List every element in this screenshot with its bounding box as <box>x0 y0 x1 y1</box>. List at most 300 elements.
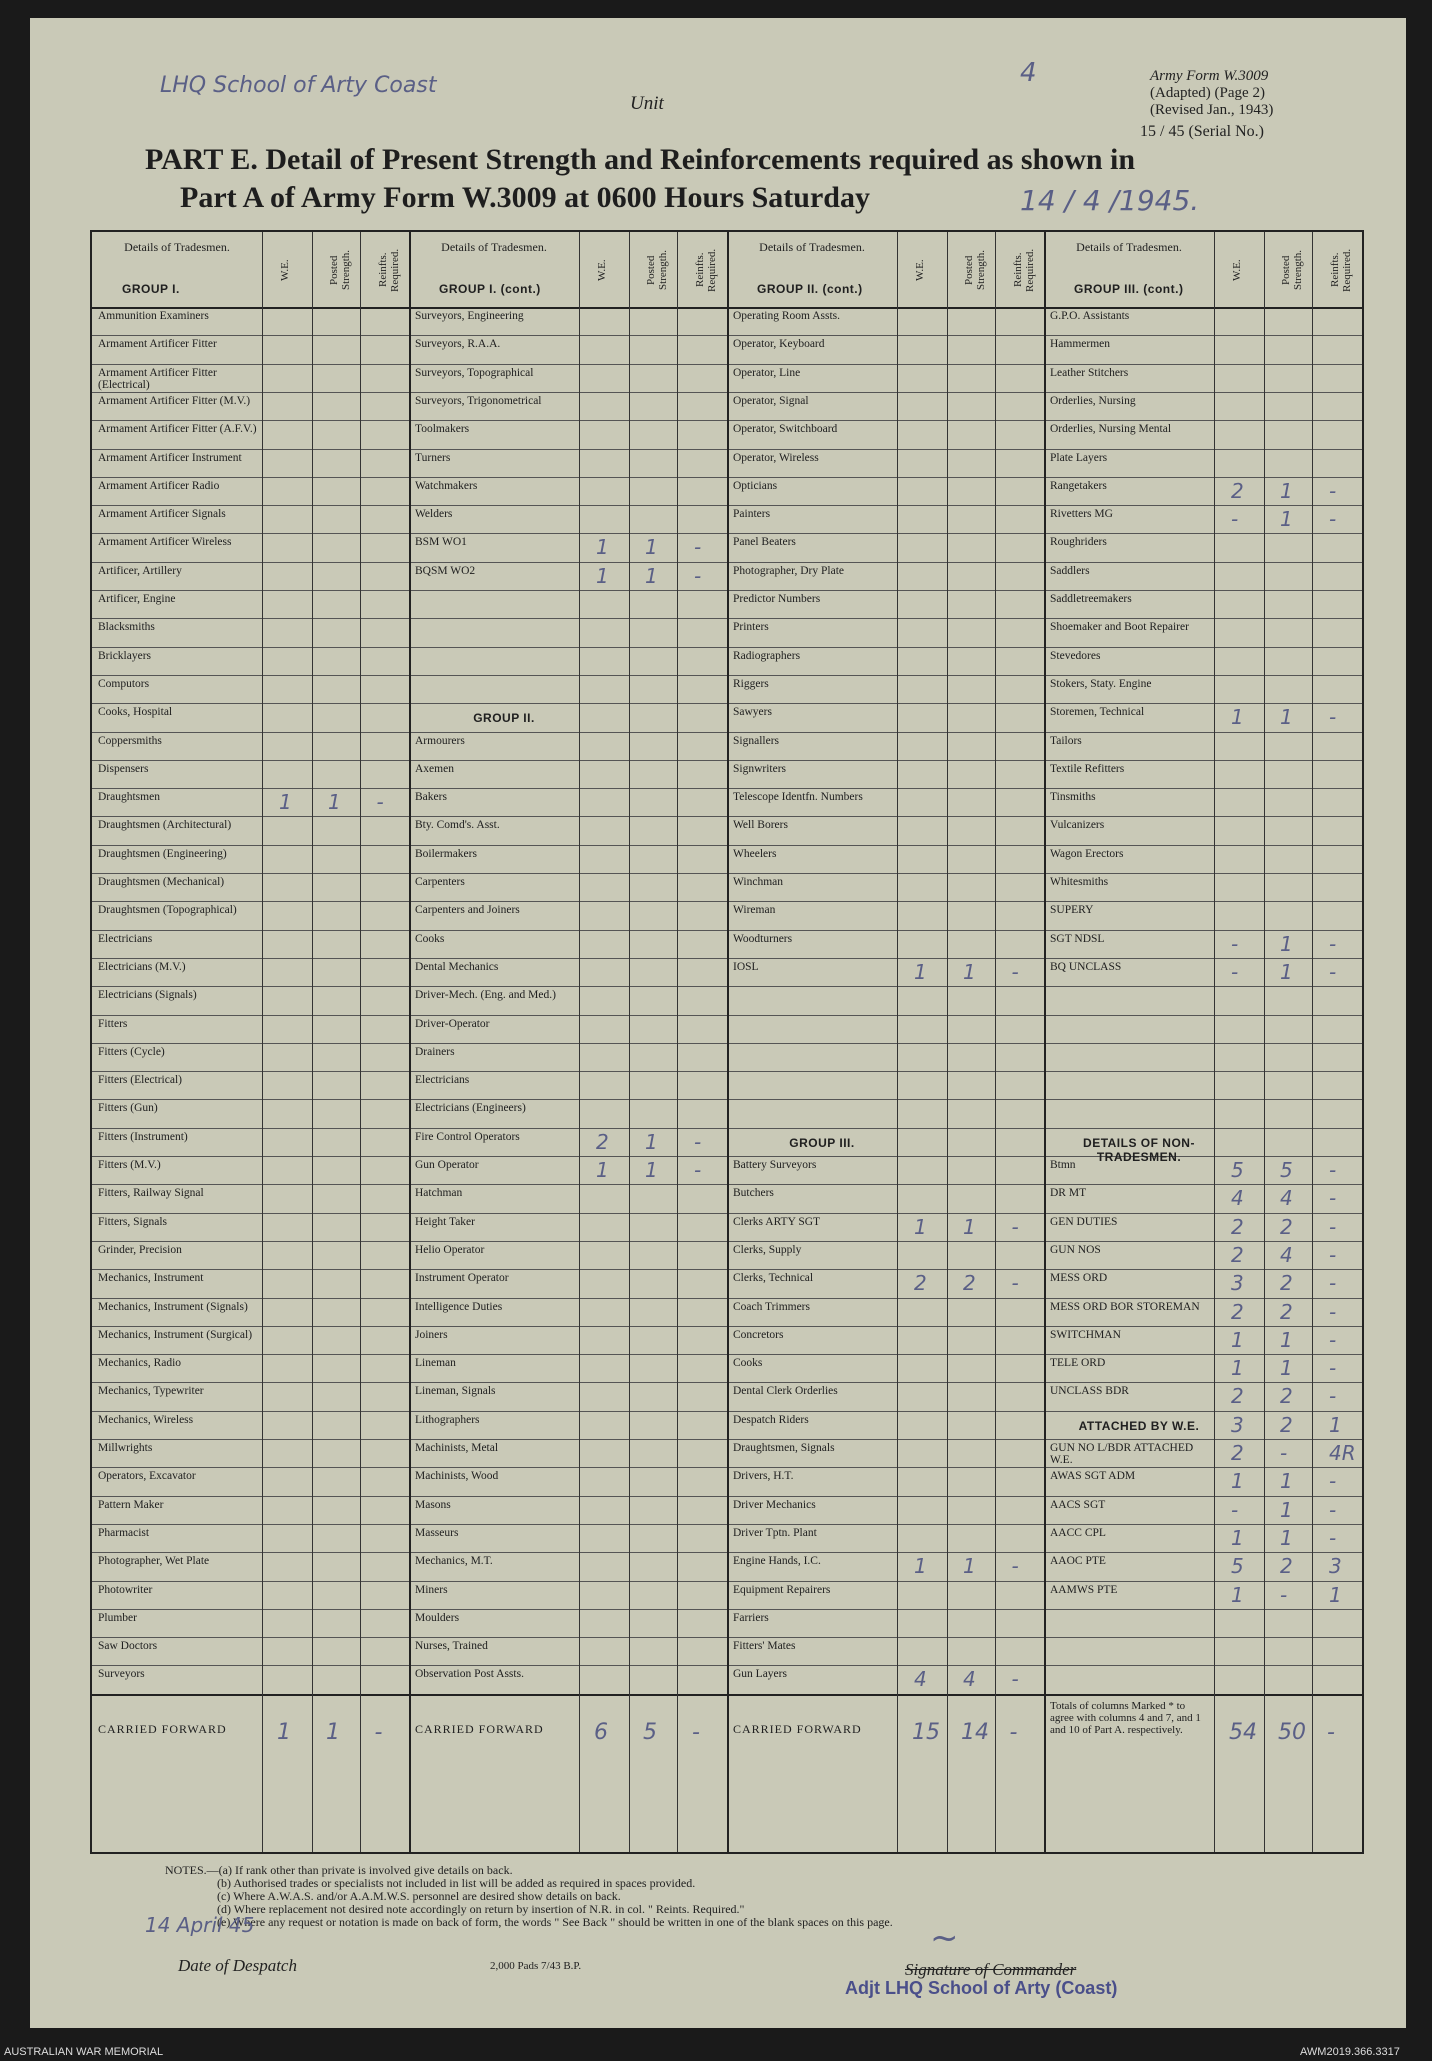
trade-label: SUPERY <box>1050 904 1094 917</box>
note-line: (c) Where A.W.A.S. and/or A.A.M.W.S. personnel are desired show details on back. <box>217 1889 621 1903</box>
trade-label: Mechanics, Instrument <box>98 1272 204 1285</box>
trade-label: Armament Artificer Fitter (M.V.) <box>98 394 251 407</box>
trade-label: Photographer, Dry Plate <box>733 564 845 577</box>
army-form-line: Army Form W.3009 <box>1150 68 1269 84</box>
trade-label: Operator, Signal <box>733 394 809 407</box>
trade-label: Electricians <box>98 932 153 945</box>
strength-value: 1 <box>963 1214 976 1239</box>
trade-label: Signwriters <box>733 762 787 775</box>
trade-label: Toolmakers <box>415 423 470 436</box>
trade-label: Photowriter <box>98 1583 153 1596</box>
trade-label: Boilermakers <box>415 847 477 860</box>
strength-value: 1 <box>596 535 609 560</box>
trade-label: Mechanics, Wireless <box>98 1413 194 1426</box>
trade-label: Clerks, Technical <box>733 1272 814 1285</box>
unit-label: Unit <box>630 93 664 114</box>
strength-value: 1 <box>1231 1525 1244 1550</box>
strength-value: 2 <box>1280 1554 1293 1579</box>
trade-label: Gun Layers <box>733 1668 787 1681</box>
trade-label: Farriers <box>733 1611 769 1624</box>
strength-value: 1 <box>1280 959 1293 984</box>
trade-label: AACS SGT <box>1050 1498 1106 1511</box>
signature: ~ <box>930 1918 959 1958</box>
trade-label: Mechanics, Instrument (Signals) <box>98 1300 248 1313</box>
strength-value: - <box>1011 1667 1019 1692</box>
details-header: Details of Tradesmen. <box>759 240 865 254</box>
strength-value: 2 <box>1280 1299 1293 1324</box>
strength-value: 1 <box>1280 478 1293 503</box>
trade-label: Blacksmiths <box>98 621 155 634</box>
trade-label: Winchman <box>733 876 783 888</box>
carried-value: 1 <box>277 1719 291 1745</box>
column-rule <box>995 232 996 1852</box>
trade-label: Fire Control Operators <box>415 1130 520 1143</box>
trade-label: DR MT <box>1050 1187 1087 1200</box>
strength-value: - <box>376 790 384 815</box>
trade-label: AWAS SGT ADM <box>1050 1470 1136 1483</box>
trade-label: Electricians (M.V.) <box>98 960 186 973</box>
strength-value: - <box>1329 705 1337 730</box>
strength-value: 3 <box>1329 1554 1342 1579</box>
carried-value: 5 <box>643 1719 657 1745</box>
trade-label: Electricians <box>415 1074 470 1087</box>
strength-value: - <box>1329 1525 1337 1550</box>
strength-value: 1 <box>1231 1327 1244 1352</box>
column-rule <box>262 232 263 1852</box>
print-info: 2,000 Pads 7/43 B.P. <box>490 1960 582 1972</box>
trade-label: Helio Operator <box>415 1243 485 1256</box>
strength-value: - <box>1329 931 1337 956</box>
strength-value: 4 <box>914 1667 927 1692</box>
strength-value: 1 <box>1280 705 1293 730</box>
trade-label: Axemen <box>415 762 454 775</box>
trade-label: Predictor Numbers <box>733 593 821 605</box>
trade-label: Radiographers <box>733 649 801 662</box>
group-divider <box>409 232 411 1852</box>
trade-label: IOSL <box>733 960 759 973</box>
strength-value: 4 <box>963 1667 976 1692</box>
trade-label: Machinists, Metal <box>415 1442 499 1454</box>
strength-value: - <box>1329 507 1337 532</box>
trade-label: Bakers <box>415 791 447 804</box>
column-rule <box>629 232 630 1852</box>
trade-label: Equipment Repairers <box>733 1583 831 1596</box>
strength-value: 3 <box>1231 1412 1244 1437</box>
trade-label: Rivetters MG <box>1050 508 1113 521</box>
trade-label: Dental Clerk Orderlies <box>733 1385 838 1398</box>
trade-label: Saddlers <box>1050 564 1090 577</box>
group-header: GROUP I. <box>122 282 180 296</box>
trade-label: Mechanics, M.T. <box>415 1555 493 1568</box>
trade-label: Ammunition Examiners <box>98 310 209 322</box>
strength-value: - <box>694 535 702 560</box>
note-line: NOTES.—(a) If rank other than private is involved give details on back. <box>165 1863 513 1877</box>
trade-label: Armament Artificer Wireless <box>98 536 232 549</box>
strength-value: - <box>1329 1299 1337 1324</box>
strength-value: 4 <box>1280 1242 1293 1267</box>
trade-label: BQSM WO2 <box>415 564 476 577</box>
strength-value: 2 <box>1280 1412 1293 1437</box>
strength-value: - <box>694 563 702 588</box>
strength-value: 2 <box>963 1271 976 1296</box>
note-line: (e) Where any request or notation is made on back of form, the words " See Back " should be written in one of the blank spaces on this page. <box>217 1915 893 1929</box>
trade-label: Artificer, Engine <box>98 593 176 605</box>
strength-value: 1 <box>914 1554 927 1579</box>
trade-label: Carpenters and Joiners <box>415 904 520 917</box>
strength-value: - <box>1329 1242 1337 1267</box>
strength-value: 2 <box>1231 1384 1244 1409</box>
trade-label: Shoemaker and Boot Repairer <box>1050 621 1189 634</box>
trade-label: Hatchman <box>415 1187 463 1200</box>
signature-label: Signature of Commander <box>905 1960 1077 1979</box>
trade-label: Surveyors, R.A.A. <box>415 338 501 351</box>
trade-label: Operators, Excavator <box>98 1470 196 1483</box>
carried-value: 15 <box>912 1719 940 1745</box>
trade-label: Btmn <box>1050 1159 1076 1171</box>
strength-value: - <box>1231 931 1239 956</box>
strength-value: - <box>1231 1497 1239 1522</box>
trade-label: Dental Mechanics <box>415 960 499 973</box>
strength-value: - <box>1329 1469 1337 1494</box>
strength-value: 1 <box>645 1129 658 1154</box>
section-heading: DETAILS OF NON-TRADESMEN. <box>1083 1135 1195 1164</box>
trade-label: Carpenters <box>415 876 465 888</box>
section-heading: ATTACHED BY W.E. <box>1078 1418 1200 1433</box>
section-heading: GROUP II. <box>473 711 535 726</box>
strength-value: 1 <box>279 790 292 815</box>
group-header: GROUP III. (cont.) <box>1074 282 1184 296</box>
trade-label: SWITCHMAN <box>1050 1328 1121 1341</box>
column-rule <box>360 232 361 1852</box>
trade-label: Armament Artificer Radio <box>98 479 220 492</box>
trade-label: Millwrights <box>98 1442 153 1454</box>
page-number: 4 <box>1020 58 1037 88</box>
column-rule <box>947 232 948 1852</box>
carried-value: - <box>692 1719 700 1745</box>
trade-label: Stokers, Staty. Engine <box>1050 677 1152 690</box>
strength-value: 1 <box>645 563 658 588</box>
trade-label: Well Borers <box>733 819 788 832</box>
column-rule <box>1264 232 1265 1852</box>
strength-value: 1 <box>1280 1525 1293 1550</box>
trade-label: Fitters (Cycle) <box>98 1045 165 1058</box>
trade-label: Operator, Keyboard <box>733 338 825 351</box>
strength-value: 1 <box>1280 507 1293 532</box>
trade-label: Despatch Riders <box>733 1413 809 1426</box>
trade-label: Battery Surveyors <box>733 1159 817 1171</box>
strength-value: - <box>1329 478 1337 503</box>
strength-value: 1 <box>1329 1412 1342 1437</box>
strength-value: 1 <box>914 959 927 984</box>
trade-label: Turners <box>415 451 451 464</box>
trade-label: Lithographers <box>415 1413 480 1426</box>
trade-label: Fitters (M.V.) <box>98 1159 161 1171</box>
strength-value: 2 <box>1231 1214 1244 1239</box>
trade-label: GUN NO L/BDR ATTACHED W.E. <box>1050 1442 1194 1466</box>
strength-value: 1 <box>963 1554 976 1579</box>
trade-label: Fitters, Signals <box>98 1215 168 1228</box>
trade-label: Whitesmiths <box>1050 876 1109 888</box>
trade-label: Armament Artificer Fitter (A.F.V.) <box>98 423 257 436</box>
trade-label: Cooks, Hospital <box>98 706 173 719</box>
column-header: W.E. <box>596 259 608 281</box>
strength-value: 1 <box>596 1158 609 1182</box>
trade-label: Intelligence Duties <box>415 1300 503 1313</box>
strength-value: - <box>1329 1497 1337 1522</box>
trade-label: Moulders <box>415 1611 460 1624</box>
strength-value: 1 <box>963 959 976 984</box>
trade-label: Masons <box>415 1498 451 1511</box>
carried-value: - <box>1009 1719 1018 1745</box>
trade-label: AAMWS PTE <box>1050 1583 1118 1596</box>
strength-value: 2 <box>1231 1299 1244 1324</box>
strength-table <box>90 230 1364 1854</box>
trade-label: Woodturners <box>733 932 793 945</box>
strength-value: - <box>1011 1554 1019 1579</box>
trade-label: Grinder, Precision <box>98 1243 182 1256</box>
trade-label: Surveyors, Engineering <box>415 310 524 322</box>
strength-value: - <box>1329 1356 1337 1381</box>
trade-label: Electricians (Engineers) <box>415 1102 526 1115</box>
strength-value: 5 <box>1280 1158 1293 1182</box>
trade-label: GEN DUTIES <box>1050 1215 1118 1228</box>
column-rule <box>1312 232 1313 1852</box>
strength-value: - <box>1329 1271 1337 1296</box>
notes <box>165 1864 893 1929</box>
trade-label: Draughtsmen <box>98 791 160 804</box>
trade-label: Armament Artificer Fitter (Electrical) <box>98 366 217 391</box>
trade-label: Fitters (Instrument) <box>98 1130 188 1143</box>
trade-label: Miners <box>415 1583 448 1596</box>
form-page <box>30 18 1406 2028</box>
trade-label: Textile Refitters <box>1050 762 1125 775</box>
strength-value: - <box>1231 507 1239 532</box>
strength-value: 4R <box>1329 1441 1356 1465</box>
trade-label: Lineman <box>415 1357 456 1370</box>
trade-label: Draughtsmen (Mechanical) <box>98 876 225 888</box>
trade-label: Wireman <box>733 904 776 917</box>
carried-value: 1 <box>326 1719 340 1745</box>
trade-label: BQ UNCLASS <box>1050 960 1122 973</box>
trade-label: Lineman, Signals <box>415 1385 496 1398</box>
trade-label: G.P.O. Assistants <box>1050 310 1130 322</box>
trade-label: Coach Trimmers <box>733 1300 810 1313</box>
trade-label: Coppersmiths <box>98 734 162 747</box>
trade-label: Draughtsmen, Signals <box>733 1442 835 1454</box>
trade-label: Leather Stitchers <box>1050 366 1129 379</box>
strength-value: 1 <box>1231 1356 1244 1381</box>
carried-value: 6 <box>594 1719 608 1745</box>
strength-value: - <box>694 1129 702 1154</box>
group-divider <box>727 232 729 1852</box>
strength-value: 1 <box>1231 705 1244 730</box>
army-form-reference <box>1150 68 1273 119</box>
strength-value: 2 <box>1231 1242 1244 1267</box>
strength-value: 1 <box>1280 1469 1293 1494</box>
strength-value: - <box>1280 1582 1288 1607</box>
trade-label: Operator, Line <box>733 366 801 379</box>
form-title-line1: PART E. Detail of Present Strength and Reinforcements required as shown in <box>145 143 1136 176</box>
trade-label: Fitters, Railway Signal <box>98 1187 204 1200</box>
trade-label: Operating Room Assts. <box>733 310 841 322</box>
date-of-despatch-label: Date of Despatch <box>178 1956 297 1975</box>
trade-label: Wagon Erectors <box>1050 847 1124 860</box>
trade-label: Painters <box>733 508 771 521</box>
trade-label: Stevedores <box>1050 649 1101 662</box>
trade-label: Drivers, H.T. <box>733 1470 794 1483</box>
strength-value: 1 <box>1329 1582 1342 1607</box>
trade-label: Mechanics, Radio <box>98 1357 182 1370</box>
column-header: Reinfts. Required. <box>1329 248 1353 292</box>
trade-label: Plumber <box>98 1611 137 1624</box>
trade-label: Cooks <box>733 1357 763 1370</box>
strength-value: 2 <box>914 1271 927 1296</box>
trade-label: Roughriders <box>1050 536 1107 549</box>
column-header: Posted Strength. <box>645 249 669 291</box>
trade-label: Pattern Maker <box>98 1498 164 1511</box>
trade-label: Driver-Mech. (Eng. and Med.) <box>415 989 556 1002</box>
strength-value: 2 <box>1280 1214 1293 1239</box>
trade-label: Draughtsmen (Topographical) <box>98 904 237 917</box>
strength-value: - <box>1329 1186 1337 1211</box>
strength-value: 1 <box>645 1158 658 1182</box>
strength-value: - <box>1011 959 1019 984</box>
trade-label: GUN NOS <box>1050 1243 1101 1256</box>
trade-label: Opticians <box>733 479 778 492</box>
trade-label: Cooks <box>415 932 445 945</box>
trade-label: Sawyers <box>733 706 772 719</box>
army-form-line: (Revised Jan., 1943) <box>1150 102 1274 118</box>
carried-forward-label: CARRIED FORWARD <box>98 1721 227 1736</box>
trade-label: Saw Doctors <box>98 1640 158 1653</box>
trade-label: Butchers <box>733 1187 774 1200</box>
details-header: Details of Tradesmen. <box>441 240 547 254</box>
trade-label: Operator, Switchboard <box>733 423 838 436</box>
strength-value: - <box>1329 1214 1337 1239</box>
trade-label: Fitters (Gun) <box>98 1102 158 1115</box>
adjutant-stamp: Adjt LHQ School of Arty (Coast) <box>845 1978 1118 1998</box>
group-divider <box>1044 232 1046 1852</box>
trade-label: Clerks ARTY SGT <box>733 1215 821 1228</box>
trade-label: Nurses, Trained <box>415 1640 488 1653</box>
trade-label: Tailors <box>1050 734 1082 747</box>
unit-handwritten: LHQ School of Arty Coast <box>160 73 437 98</box>
strength-value: - <box>1231 959 1239 984</box>
carried-value: - <box>1327 1719 1335 1745</box>
trade-label: Armament Artificer Fitter <box>98 338 217 351</box>
section-heading: GROUP III. <box>789 1135 855 1150</box>
carried-forward-label: CARRIED FORWARD <box>415 1721 544 1736</box>
trade-label: Operator, Wireless <box>733 451 819 464</box>
column-header: Posted Strength. <box>963 249 987 291</box>
column-rule <box>312 232 313 1852</box>
strength-value: 1 <box>596 563 609 588</box>
trade-label: Dispensers <box>98 762 149 775</box>
carried-value: 54 <box>1229 1719 1257 1745</box>
trade-label: Plate Layers <box>1050 451 1108 464</box>
strength-value: 1 <box>1280 1356 1293 1381</box>
column-header: W.E. <box>914 259 926 281</box>
archive-credit: AUSTRALIAN WAR MEMORIAL <box>4 2046 164 2058</box>
strength-value: - <box>1011 1214 1019 1239</box>
trade-label: Riggers <box>733 677 769 690</box>
trade-label: UNCLASS BDR <box>1050 1385 1129 1398</box>
trade-label: Mechanics, Typewriter <box>98 1385 204 1398</box>
trade-label: SGT NDSL <box>1050 932 1105 945</box>
column-rule <box>1214 232 1215 1852</box>
trade-label: Watchmakers <box>415 479 478 492</box>
strength-value: 1 <box>1231 1469 1244 1494</box>
form-title-line2: Part A of Army Form W.3009 at 0600 Hours Saturday <box>180 181 870 214</box>
trade-label: MESS ORD <box>1050 1272 1108 1285</box>
carried-value: - <box>374 1719 383 1745</box>
trade-label: Panel Beaters <box>733 536 796 549</box>
trade-label: Clerks, Supply <box>733 1243 802 1256</box>
strength-value: 2 <box>596 1129 609 1154</box>
column-header: W.E. <box>279 259 291 281</box>
trade-label: Surveyors, Trigonometrical <box>415 394 542 407</box>
trade-label: Electricians (Signals) <box>98 989 197 1002</box>
trade-label: Drainers <box>415 1045 455 1058</box>
details-header: Details of Tradesmen. <box>1076 240 1182 254</box>
trade-label: Storemen, Technical <box>1050 706 1145 719</box>
trade-label: Joiners <box>415 1328 448 1341</box>
column-rule <box>677 232 678 1852</box>
strength-value: - <box>1329 1384 1337 1409</box>
trade-label: Instrument Operator <box>415 1272 509 1285</box>
archive-id: AWM2019.366.3317 <box>1300 2046 1400 2058</box>
column-header: Posted Strength. <box>328 249 352 291</box>
trade-label: Engine Hands, I.C. <box>733 1555 821 1568</box>
trade-label: BSM WO1 <box>415 536 467 549</box>
trade-label: Signallers <box>733 734 779 747</box>
trade-label: Armourers <box>415 734 465 747</box>
handwritten-despatch-date: 14 April 45 <box>145 1913 255 1937</box>
strength-value: 1 <box>914 1214 927 1239</box>
trade-label: Pharmacist <box>98 1526 150 1539</box>
trade-label: Wheelers <box>733 847 777 860</box>
group-header: GROUP I. (cont.) <box>439 282 541 296</box>
note-line: (d) Where replacement not desired note accordingly on return by insertion of N.R. in col. " Reints. Required." <box>217 1902 745 1916</box>
carried-forward-label: CARRIED FORWARD <box>733 1721 862 1736</box>
trade-label: Artificer, Artillery <box>98 564 182 577</box>
army-form-line: (Adapted) (Page 2) <box>1150 85 1265 101</box>
trade-label: Welders <box>415 508 453 521</box>
trade-label: Fitters' Mates <box>733 1640 796 1653</box>
column-header: Posted Strength. <box>1280 249 1304 291</box>
details-header: Details of Tradesmen. <box>124 240 230 254</box>
strength-value: 1 <box>328 790 341 815</box>
trade-label: Hammermen <box>1050 338 1111 351</box>
trade-label: Fitters (Electrical) <box>98 1074 182 1087</box>
note-line: (b) Authorised trades or specialists not included in list will be added as required in spaces provided. <box>217 1876 696 1890</box>
trade-label: Gun Operator <box>415 1159 479 1171</box>
title-date: 14 / 4 /1945. <box>1020 184 1200 217</box>
strength-value: 5 <box>1231 1158 1244 1182</box>
strength-value: 1 <box>1280 931 1293 956</box>
column-header: Reinfts. Required. <box>376 248 401 292</box>
strength-value: 2 <box>1280 1384 1293 1409</box>
trade-label: Saddletreemakers <box>1050 593 1132 605</box>
trade-label: Surveyors <box>98 1668 145 1681</box>
trade-label: Machinists, Wood <box>415 1470 499 1483</box>
trade-label: Tinsmiths <box>1050 791 1096 804</box>
trade-label: TELE ORD <box>1050 1357 1106 1370</box>
column-header: Reinfts. Required. <box>694 248 718 292</box>
strength-value: 4 <box>1280 1186 1293 1211</box>
trade-label: Height Taker <box>415 1215 475 1228</box>
trade-label: AACC CPL <box>1050 1526 1106 1539</box>
